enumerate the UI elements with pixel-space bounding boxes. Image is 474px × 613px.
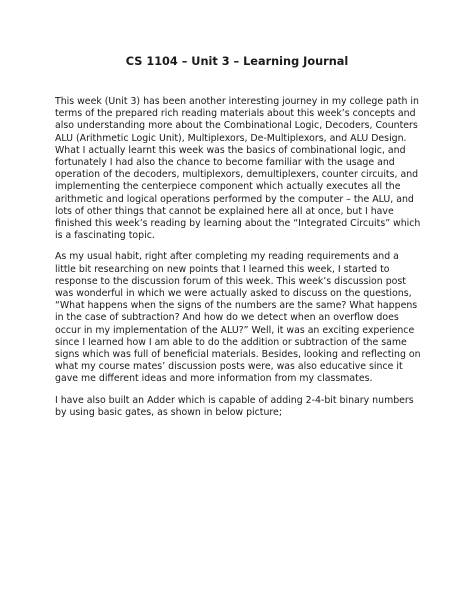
document-body bbox=[55, 96, 427, 428]
paragraph-adder: I have also built an Adder which is capable of adding 2-4-bit binary numbers by using basic gates, as shown in below picture; bbox=[55, 394, 414, 418]
paragraph-discussion: As my usual habit, right after completing my reading requirements and a little bit researching on new points that I learned this week, I started to response to the discussion forum of this week. This week’s discussion post was wonderful in which we were actually asked to discuss on the questions, “What happens when the signs of the numbers are the same? What happens in the case of subtraction? And how do we detect when an overflow does occur in my implementation of the ALU?” Well, it was an exciting experience since I learned how I am able to do the addition or subtraction of the same signs which was full of beneficial materials. Besides, looking and reflecting on what my course mates’ discussion posts were, was also educative since it gave me different ideas and more information from my classmates. bbox=[55, 251, 421, 385]
page-title: CS 1104 – Unit 3 – Learning Journal bbox=[125, 55, 349, 68]
paragraph-intro: This week (Unit 3) has been another interesting journey in my college path in terms of the prepared rich reading materials about this week’s concepts and also understanding more about the Combinational Logic, Decoders, Counters ALU (Arithmetic Logic Unit), Multiplexors, De-Multiplexors, and ALU Design. What I actually learnt this week was the basics of combinational logic, and fortunately I had also the chance to become familiar with the usage and operation of the decoders, multiplexors, demultiplexers, counter circuits, and implementing the centerpiece component which actually executes all the arithmetic and logical operations performed by the computer – the ALU, and lots of other things that cannot be explained here all at once, but I have finished this week’s reading by learning about the “Integrated Circuits” which is a fascinating topic. bbox=[55, 96, 421, 242]
